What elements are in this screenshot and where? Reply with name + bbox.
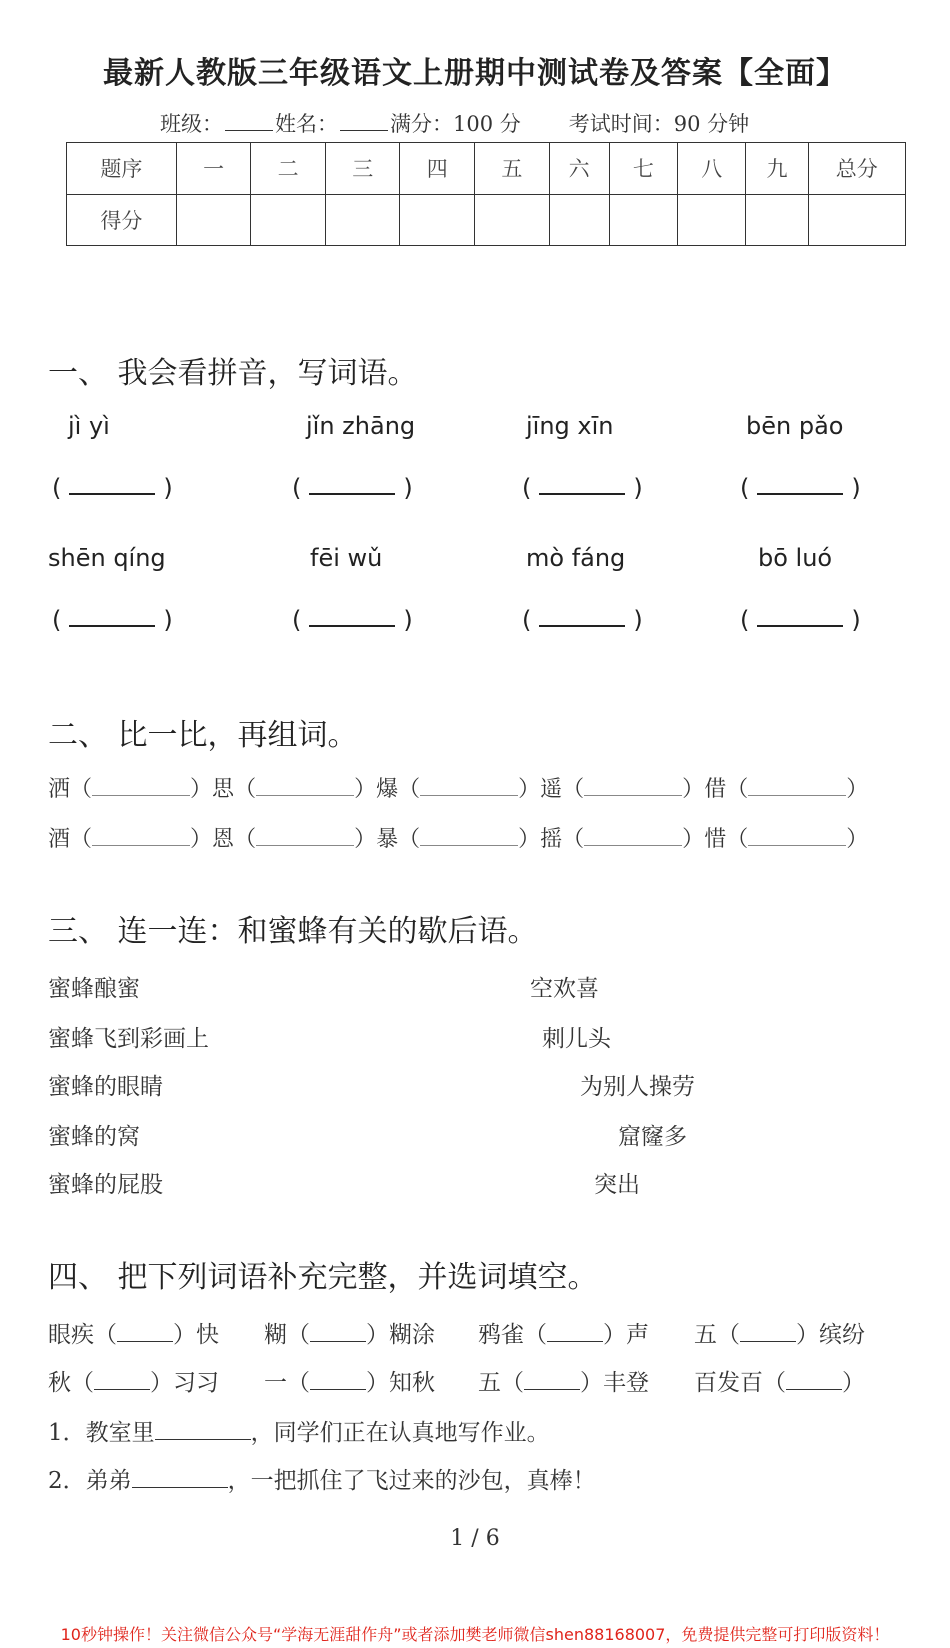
score-header: 五 [475,143,550,195]
score-header: 六 [549,143,609,195]
match-left-5[interactable]: 蜜蜂的屁股 [48,1172,163,1198]
score-cell[interactable] [475,194,550,246]
score-header: 三 [325,143,400,195]
match-right-5[interactable]: 突出 [594,1172,640,1198]
promo-footer: 10秒钟操作！关注微信公众号“学海无涯甜作舟”或者添加樊老师微信shen88168007，免费提供完整可打印版资料！ [60,1625,890,1644]
char: 暴 [376,827,399,852]
idiom-8: 百发百（ ） [694,1370,865,1396]
paren-open: ( [292,606,302,634]
match-left-1[interactable]: 蜜蜂酿蜜 [48,976,140,1002]
answer-blank-6[interactable] [292,606,413,634]
char: 遥 [540,777,563,802]
idiom-blank[interactable] [310,1371,366,1390]
pinyin-4: bēn pǎo [746,412,844,440]
compare-row-1 [48,772,868,803]
paren-open: （ [562,777,585,802]
paren-open: （ [398,777,421,802]
word-blank[interactable] [584,827,682,846]
compare-row-2 [48,822,868,853]
paren-close: ） [354,827,377,852]
word-blank[interactable] [748,827,846,846]
char: 恩 [212,827,235,852]
exam-time: 考试时间：90 分钟 [568,112,750,136]
word-blank[interactable] [92,777,190,796]
score-row [67,194,906,246]
match-left-3[interactable]: 蜜蜂的眼睛 [48,1074,163,1100]
paren-open: ( [740,474,750,502]
name-label: 姓名： [275,112,338,136]
score-header-row [67,143,906,195]
paren-open: （ [234,777,257,802]
section1-title: 一、 我会看拼音，写词语。 [48,356,418,391]
fill-blank[interactable] [155,1421,251,1440]
pinyin-3: jīng xīn [526,412,614,440]
answer-blank-2[interactable] [292,474,413,502]
paren-open: （ [726,777,749,802]
match-left-2[interactable]: 蜜蜂飞到彩画上 [48,1026,209,1052]
idiom-5: 秋（ ）习习 [48,1370,219,1396]
answer-blank-7[interactable] [522,606,643,634]
paren-open: ( [522,474,532,502]
idiom-7: 五（ ）丰登 [478,1370,649,1396]
class-blank [225,112,273,131]
paren-close: ） [846,827,869,852]
paren-open: ( [740,606,750,634]
paren-close: ） [682,777,705,802]
section3-title: 三、 连一连：和蜜蜂有关的歇后语。 [48,914,538,949]
paren-open: （ [70,827,93,852]
idiom-blank[interactable] [786,1371,842,1390]
paren-close: ) [403,606,413,634]
pinyin-8: bō luó [758,544,833,572]
full-score: 满分：100 分 [390,112,521,136]
section4-title: 四、 把下列词语补充完整，并选词填空。 [48,1260,598,1295]
answer-blank-8[interactable] [740,606,861,634]
score-cell[interactable] [808,194,905,246]
idiom-blank[interactable] [117,1323,173,1342]
score-cell[interactable] [400,194,475,246]
score-header: 九 [746,143,808,195]
exam-info [160,108,749,138]
paren-open: （ [726,827,749,852]
char: 摇 [540,827,563,852]
idiom-blank[interactable] [310,1323,366,1342]
idiom-blank[interactable] [94,1371,150,1390]
page-number: 1 / 6 [450,1526,500,1551]
word-blank[interactable] [584,777,682,796]
char: 洒 [48,777,71,802]
char: 借 [704,777,727,802]
idiom-blank[interactable] [740,1323,796,1342]
idiom-blank[interactable] [547,1323,603,1342]
match-left-4[interactable]: 蜜蜂的窝 [48,1124,140,1150]
score-header: 八 [678,143,746,195]
score-cell[interactable] [549,194,609,246]
pinyin-6: fēi wǔ [310,544,383,572]
word-blank[interactable] [256,777,354,796]
answer-blank-1[interactable] [52,474,173,502]
score-header: 四 [400,143,475,195]
name-blank [340,112,388,131]
idiom-4: 五（ ）缤纷 [694,1322,865,1348]
answer-blank-5[interactable] [52,606,173,634]
char: 惜 [704,827,727,852]
char: 酒 [48,827,71,852]
paren-open: （ [562,827,585,852]
paren-close: ） [682,827,705,852]
char: 爆 [376,777,399,802]
paren-close: ) [851,474,861,502]
paren-close: ） [354,777,377,802]
word-blank[interactable] [92,827,190,846]
paren-open: ( [522,606,532,634]
fill-blank[interactable] [132,1469,228,1488]
idiom-blank[interactable] [524,1371,580,1390]
score-header: 七 [609,143,677,195]
word-blank[interactable] [256,827,354,846]
idiom-6: 一（ ）知秋 [264,1370,435,1396]
paren-close: ） [190,827,213,852]
score-cell[interactable] [609,194,677,246]
score-row-label: 得分 [67,194,177,246]
section2-title: 二、 比一比，再组词。 [48,718,358,753]
paren-close: ） [518,777,541,802]
answer-blank-4[interactable] [740,474,861,502]
idiom-2: 糊（ ）糊涂 [264,1322,435,1348]
score-cell[interactable] [678,194,746,246]
idiom-3: 鸦雀（ ）声 [478,1322,649,1348]
paren-close: ) [163,606,173,634]
char: 思 [212,777,235,802]
idiom-1: 眼疾（ ）快 [48,1322,219,1348]
score-cell[interactable] [176,194,251,246]
paren-close: ) [163,474,173,502]
match-right-1[interactable]: 空欢喜 [530,976,599,1002]
paren-close: ） [518,827,541,852]
class-label: 班级： [160,112,223,136]
paren-open: ( [52,606,62,634]
page-title: 最新人教版三年级语文上册期中测试卷及答案【全面】 [103,56,847,91]
pinyin-2: jǐn zhāng [306,412,416,440]
paren-open: （ [398,827,421,852]
paren-open: （ [234,827,257,852]
score-header: 题序 [67,143,177,195]
answer-blank-3[interactable] [522,474,643,502]
match-right-3[interactable]: 为别人操劳 [580,1074,695,1100]
paren-close: ) [403,474,413,502]
score-table [66,142,906,246]
score-cell[interactable] [746,194,808,246]
paren-close: ) [851,606,861,634]
pinyin-5: shēn qíng [48,544,166,572]
paren-close: ) [633,474,643,502]
score-header: 二 [251,143,326,195]
score-header: 总分 [808,143,905,195]
word-blank[interactable] [420,827,518,846]
paren-open: （ [70,777,93,802]
word-blank[interactable] [420,777,518,796]
paren-close: ） [190,777,213,802]
paren-open: ( [52,474,62,502]
pinyin-1: jì yì [68,412,110,440]
fill-question-2: 2．弟弟 ，一把抓住了飞过来的沙包，真棒！ [48,1468,596,1494]
paren-open: ( [292,474,302,502]
fill-question-1: 1．教室里 ，同学们正在认真地写作业。 [48,1420,550,1446]
pinyin-7: mò fáng [526,544,626,572]
match-right-2[interactable]: 刺儿头 [542,1026,611,1052]
score-cell[interactable] [325,194,400,246]
paren-close: ） [846,777,869,802]
score-cell[interactable] [251,194,326,246]
score-header: 一 [176,143,251,195]
match-right-4[interactable]: 窟窿多 [618,1124,687,1150]
paren-close: ) [633,606,643,634]
word-blank[interactable] [748,777,846,796]
